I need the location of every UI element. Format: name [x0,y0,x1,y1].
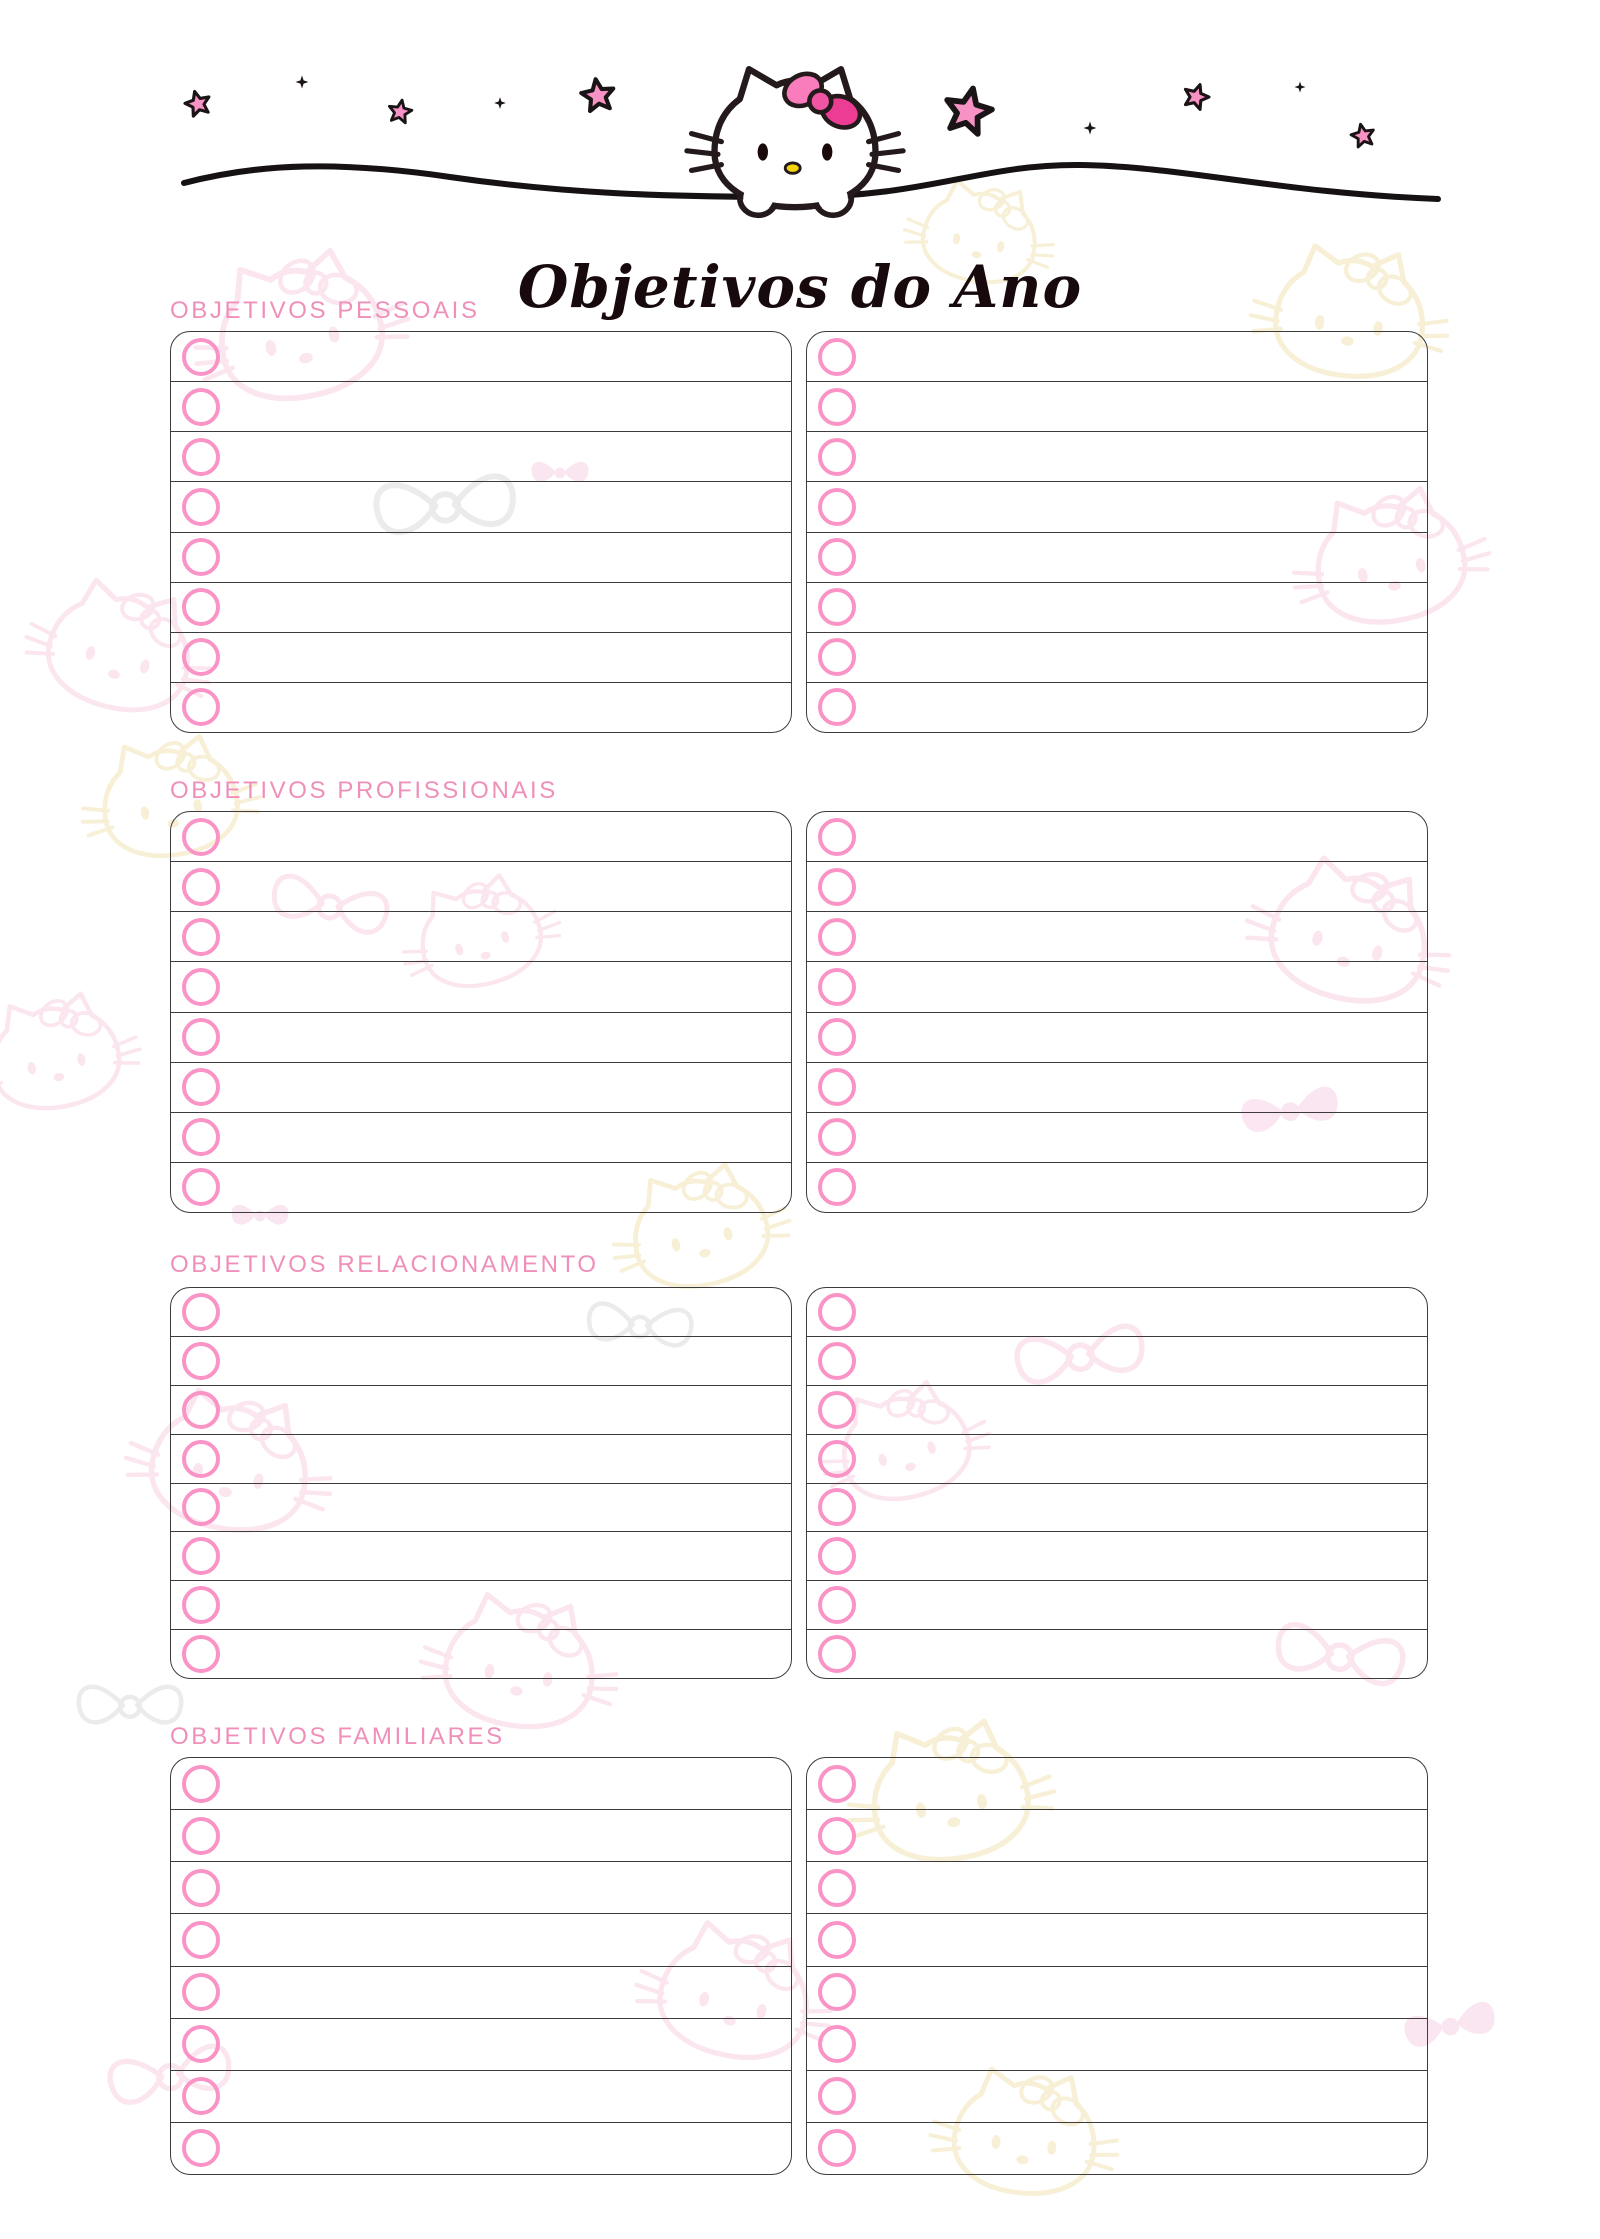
goal-checkbox-circle[interactable] [818,2077,856,2115]
goal-line-input[interactable] [856,1630,1427,1678]
goal-checkbox-circle[interactable] [818,1869,856,1907]
goal-checkbox-circle[interactable] [182,1817,220,1855]
section-label: OBJETIVOS FAMILIARES [170,1723,505,1750]
kitty-whiskers [687,134,903,171]
goal-line-input[interactable] [220,812,791,861]
kitty-paw-right [815,181,852,216]
goal-row[interactable] [171,532,791,582]
goal-list-box [806,1287,1428,1679]
goal-line-input[interactable] [856,683,1427,732]
goal-checkbox-circle[interactable] [182,818,220,856]
goal-checkbox-circle[interactable] [182,1293,220,1331]
goal-row[interactable] [807,1809,1427,1861]
section-columns [170,1287,1428,1679]
goal-line-input[interactable] [856,1862,1427,1913]
goal-line-input[interactable] [856,583,1427,632]
goal-line-input[interactable] [856,1532,1427,1580]
goal-line-input[interactable] [220,1113,791,1162]
goals-section-pessoais [170,298,1428,733]
goal-checkbox-circle[interactable] [818,538,856,576]
goal-row[interactable] [171,1112,791,1162]
goal-line-input[interactable] [220,683,791,732]
goal-line-input[interactable] [856,1163,1427,1212]
goal-list-box [170,1757,792,2175]
goal-checkbox-circle[interactable] [818,1765,856,1803]
goal-list-box [170,811,792,1213]
goal-line-input[interactable] [856,1435,1427,1483]
goal-row[interactable] [807,2122,1427,2174]
goal-line-input[interactable] [220,1532,791,1580]
goal-row[interactable] [807,1062,1427,1112]
goal-checkbox-circle[interactable] [182,868,220,906]
goal-row[interactable] [807,961,1427,1011]
goal-line-input[interactable] [220,1063,791,1112]
goal-row[interactable] [807,481,1427,531]
kitty-eye-left [758,143,768,160]
goal-line-input[interactable] [220,382,791,431]
goal-line-input[interactable] [220,1013,791,1062]
goal-checkbox-circle[interactable] [818,1921,856,1959]
goal-line-input[interactable] [220,862,791,911]
goal-row[interactable] [807,861,1427,911]
goal-checkbox-circle[interactable] [818,918,856,956]
goal-line-input[interactable] [856,2019,1427,2070]
goal-list-box [806,1757,1428,2175]
goal-line-input[interactable] [856,2071,1427,2122]
goal-row[interactable] [171,1012,791,1062]
goal-row[interactable] [807,1861,1427,1913]
goal-row[interactable] [807,2018,1427,2070]
goal-line-input[interactable] [220,2019,791,2070]
goal-line-input[interactable] [220,1758,791,1809]
goal-row[interactable] [171,381,791,431]
goal-row[interactable] [807,582,1427,632]
goal-checkbox-circle[interactable] [182,588,220,626]
goal-row[interactable] [171,1809,791,1861]
goal-line-input[interactable] [220,482,791,531]
goal-checkbox-circle[interactable] [182,1921,220,1959]
goal-line-input[interactable] [856,1063,1427,1112]
goal-line-input[interactable] [856,1288,1427,1336]
goal-checkbox-circle[interactable] [818,1635,856,1673]
goal-row[interactable] [171,961,791,1011]
goal-checkbox-circle[interactable] [818,968,856,1006]
goals-section-relacionamento [170,1252,1428,1679]
hello-kitty-illustration [687,68,903,216]
black-sparkles [296,76,1306,135]
goal-line-input[interactable] [856,1914,1427,1965]
kitty-nose [785,163,800,173]
goal-checkbox-circle[interactable] [182,2129,220,2167]
goal-list-box [170,331,792,733]
goal-checkbox-circle[interactable] [182,2077,220,2115]
goal-line-input[interactable] [856,1337,1427,1385]
goal-row[interactable] [807,1162,1427,1212]
goal-checkbox-circle[interactable] [182,1586,220,1624]
goal-checkbox-circle[interactable] [818,438,856,476]
goal-checkbox-circle[interactable] [182,1488,220,1526]
goal-checkbox-circle[interactable] [182,2025,220,2063]
goal-checkbox-circle[interactable] [818,1440,856,1478]
goal-row[interactable] [807,1012,1427,1062]
goal-row[interactable] [171,1162,791,1212]
goal-line-input[interactable] [856,533,1427,582]
goal-line-input[interactable] [856,332,1427,381]
goal-checkbox-circle[interactable] [818,688,856,726]
goal-row[interactable] [171,682,791,732]
goal-line-input[interactable] [220,332,791,381]
goal-row[interactable] [171,332,791,381]
goal-row[interactable] [807,1913,1427,1965]
goal-line-input[interactable] [856,382,1427,431]
goal-row[interactable] [807,1483,1427,1532]
goal-line-input[interactable] [856,862,1427,911]
goal-row[interactable] [171,2018,791,2070]
goal-line-input[interactable] [220,1163,791,1212]
goal-checkbox-circle[interactable] [818,488,856,526]
goal-checkbox-circle[interactable] [818,1293,856,1331]
goal-checkbox-circle[interactable] [182,538,220,576]
goal-row[interactable] [171,582,791,632]
goal-line-input[interactable] [856,812,1427,861]
goal-line-input[interactable] [220,1386,791,1434]
goal-row[interactable] [171,1483,791,1532]
goal-checkbox-circle[interactable] [182,338,220,376]
goal-line-input[interactable] [220,2123,791,2174]
goal-checkbox-circle[interactable] [818,1817,856,1855]
goal-row[interactable] [807,812,1427,861]
goal-line-input[interactable] [220,1581,791,1629]
goal-line-input[interactable] [856,962,1427,1011]
goal-row[interactable] [171,431,791,481]
kitty-eye-right [822,143,832,160]
goal-row[interactable] [807,532,1427,582]
goal-line-input[interactable] [220,583,791,632]
goal-row[interactable] [807,1966,1427,2018]
goal-row[interactable] [171,1434,791,1483]
goal-row[interactable] [171,861,791,911]
goal-checkbox-circle[interactable] [182,388,220,426]
goal-line-input[interactable] [220,962,791,1011]
goal-line-input[interactable] [856,1758,1427,1809]
goal-line-input[interactable] [856,1810,1427,1861]
goal-row[interactable] [171,1385,791,1434]
goal-line-input[interactable] [220,633,791,682]
goal-line-input[interactable] [856,2123,1427,2174]
goal-row[interactable] [807,682,1427,732]
goal-line-input[interactable] [220,2071,791,2122]
goal-checkbox-circle[interactable] [818,2129,856,2167]
goal-line-input[interactable] [220,1337,791,1385]
goal-checkbox-circle[interactable] [182,918,220,956]
section-columns [170,1757,1428,2175]
goal-checkbox-circle[interactable] [182,1537,220,1575]
goal-checkbox-circle[interactable] [818,868,856,906]
kitty-paw-left [740,181,777,216]
goal-checkbox-circle[interactable] [818,1391,856,1429]
goal-line-input[interactable] [220,1484,791,1532]
goal-checkbox-circle[interactable] [182,1168,220,1206]
goal-checkbox-circle[interactable] [818,1586,856,1624]
goal-line-input[interactable] [220,1435,791,1483]
goal-row[interactable] [807,1385,1427,1434]
goal-row[interactable] [171,2122,791,2174]
goal-line-input[interactable] [856,1113,1427,1162]
goal-row[interactable] [171,1629,791,1678]
goal-row[interactable] [807,1288,1427,1336]
goal-checkbox-circle[interactable] [182,1391,220,1429]
goal-row[interactable] [807,1434,1427,1483]
goal-row[interactable] [807,1758,1427,1809]
pink-stars [183,77,1376,148]
goal-checkbox-circle[interactable] [182,638,220,676]
goal-line-input[interactable] [856,1581,1427,1629]
goal-row[interactable] [171,812,791,861]
goal-row[interactable] [807,1112,1427,1162]
goal-checkbox-circle[interactable] [182,1118,220,1156]
goal-row[interactable] [171,481,791,531]
goal-line-input[interactable] [856,1484,1427,1532]
goal-row[interactable] [807,2070,1427,2122]
goal-row[interactable] [171,1531,791,1580]
goal-row[interactable] [171,911,791,961]
goal-checkbox-circle[interactable] [818,1168,856,1206]
goal-line-input[interactable] [220,1967,791,2018]
goal-line-input[interactable] [220,912,791,961]
goal-checkbox-circle[interactable] [818,638,856,676]
goal-checkbox-circle[interactable] [182,1068,220,1106]
section-label: OBJETIVOS RELACIONAMENTO [170,1251,599,1278]
goal-checkbox-circle[interactable] [818,1342,856,1380]
goal-row[interactable] [171,1580,791,1629]
goal-line-input[interactable] [220,1862,791,1913]
goal-line-input[interactable] [220,1630,791,1678]
goal-row[interactable] [171,632,791,682]
goal-line-input[interactable] [856,1386,1427,1434]
goal-line-input[interactable] [856,482,1427,531]
goal-line-input[interactable] [856,912,1427,961]
goal-checkbox-circle[interactable] [818,1488,856,1526]
goal-row[interactable] [171,1288,791,1336]
goal-line-input[interactable] [856,633,1427,682]
goal-list-box [806,811,1428,1213]
goal-checkbox-circle[interactable] [182,688,220,726]
goal-checkbox-circle[interactable] [818,388,856,426]
wavy-divider-line [184,165,1438,199]
goal-row[interactable] [171,1861,791,1913]
goal-line-input[interactable] [220,432,791,481]
goal-checkbox-circle[interactable] [818,338,856,376]
goal-checkbox-circle[interactable] [182,488,220,526]
goal-checkbox-circle[interactable] [818,818,856,856]
section-label: OBJETIVOS PESSOAIS [170,297,480,324]
goal-checkbox-circle[interactable] [182,1869,220,1907]
goal-checkbox-circle[interactable] [182,1635,220,1673]
goal-line-input[interactable] [856,432,1427,481]
goal-checkbox-circle[interactable] [818,1973,856,2011]
goal-checkbox-circle[interactable] [818,1018,856,1056]
goal-row[interactable] [807,332,1427,381]
goal-line-input[interactable] [220,533,791,582]
goal-checkbox-circle[interactable] [182,1342,220,1380]
goal-line-input[interactable] [856,1967,1427,2018]
section-columns [170,811,1428,1213]
goal-checkbox-circle[interactable] [818,1118,856,1156]
goal-checkbox-circle[interactable] [818,2025,856,2063]
goal-checkbox-circle[interactable] [182,1765,220,1803]
goal-line-input[interactable] [856,1013,1427,1062]
goal-row[interactable] [807,632,1427,682]
goal-line-input[interactable] [220,1914,791,1965]
goal-row[interactable] [807,381,1427,431]
kitty-head [715,69,876,207]
goal-row[interactable] [171,2070,791,2122]
kitty-paw-right-fill [818,184,848,213]
goal-row[interactable] [171,1758,791,1809]
goal-row[interactable] [807,1580,1427,1629]
goal-checkbox-circle[interactable] [818,1537,856,1575]
goal-checkbox-circle[interactable] [182,1440,220,1478]
section-label: OBJETIVOS PROFISSIONAIS [170,777,558,804]
page-title: Objetivos do Ano [517,252,1083,321]
goal-row[interactable] [807,1336,1427,1385]
goal-checkbox-circle[interactable] [182,438,220,476]
kitty-bow [779,68,865,133]
goal-checkbox-circle[interactable] [818,588,856,626]
goal-row[interactable] [171,1336,791,1385]
goal-line-input[interactable] [220,1810,791,1861]
goals-section-familiares [170,1724,1428,2175]
goal-row[interactable] [807,911,1427,961]
goal-row[interactable] [171,1966,791,2018]
kitty-paw-left-fill [743,184,773,213]
goals-section-profissionais [170,778,1428,1213]
goal-row[interactable] [807,1629,1427,1678]
goal-checkbox-circle[interactable] [182,1973,220,2011]
goal-list-box [170,1287,792,1679]
goal-checkbox-circle[interactable] [182,968,220,1006]
section-columns [170,331,1428,733]
goal-checkbox-circle[interactable] [818,1068,856,1106]
goal-row[interactable] [171,1913,791,1965]
goal-row[interactable] [807,431,1427,481]
goal-row[interactable] [807,1531,1427,1580]
goal-row[interactable] [171,1062,791,1112]
goal-list-box [806,331,1428,733]
goal-checkbox-circle[interactable] [182,1018,220,1056]
goal-line-input[interactable] [220,1288,791,1336]
